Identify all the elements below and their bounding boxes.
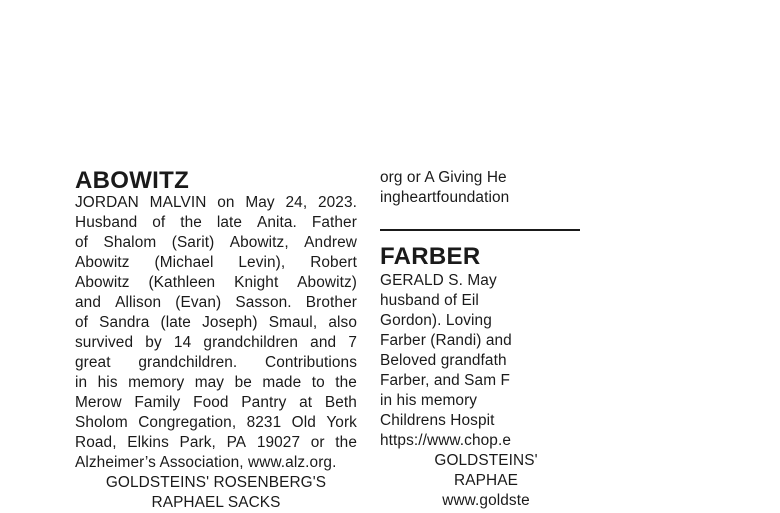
- funeral-home-line: RAPHAE: [454, 472, 518, 489]
- body-line: survived by 14 grandchildren and 7: [75, 334, 357, 351]
- body-line: Abowitz (Kathleen Knight Abowitz): [75, 274, 357, 291]
- body-line: Beloved grandfath: [380, 352, 507, 369]
- body-line: in his memory: [380, 392, 478, 409]
- body-line: great grandchildren. Contributions: [75, 354, 357, 371]
- body-line: of Sandra (late Joseph) Smaul, also: [75, 314, 357, 331]
- obituary-name-heading: FARBER: [380, 243, 481, 270]
- obituary-name-heading: ABOWITZ: [75, 167, 190, 194]
- body-line: https://www.chop.e: [380, 432, 511, 449]
- body-line: GERALD S. May: [380, 272, 497, 289]
- divider-rule: [380, 229, 580, 231]
- body-line: Merow Family Food Pantry at Beth: [75, 394, 357, 411]
- obituary-abowitz: [75, 0, 357, 512]
- body-line: JORDAN MALVIN on May 24, 2023.: [75, 194, 357, 211]
- body-line: Farber (Randi) and: [380, 332, 512, 349]
- body-line: and Allison (Evan) Sasson. Brother: [75, 294, 357, 311]
- body-line: in his memory may be made to the: [75, 374, 357, 391]
- body-line: org or A Giving He: [380, 169, 507, 186]
- body-line: Abowitz (Michael Levin), Robert: [75, 254, 357, 271]
- obituary-column-right: [380, 0, 538, 512]
- funeral-home-line: GOLDSTEINS': [434, 452, 538, 469]
- body-line: Farber, and Sam F: [380, 372, 511, 389]
- body-line: of Shalom (Sarit) Abowitz, Andrew: [75, 234, 357, 251]
- funeral-home-line: www.goldste: [442, 492, 530, 509]
- body-line: Alzheimer’s Association, www.alz.org.: [75, 454, 337, 471]
- body-line: Gordon). Loving: [380, 312, 492, 329]
- body-line: husband of Eil: [380, 292, 479, 309]
- body-line: Road, Elkins Park, PA 19027 or the: [75, 434, 357, 451]
- body-line: Sholom Congregation, 8231 Old York: [75, 414, 357, 431]
- body-line: ingheartfoundation: [380, 189, 510, 206]
- funeral-home-line: GOLDSTEINS' ROSENBERG'S: [105, 474, 327, 491]
- funeral-home-line: RAPHAEL SACKS: [151, 494, 281, 511]
- body-line: Husband of the late Anita. Father: [75, 214, 357, 231]
- body-line: Childrens Hospit: [380, 412, 495, 429]
